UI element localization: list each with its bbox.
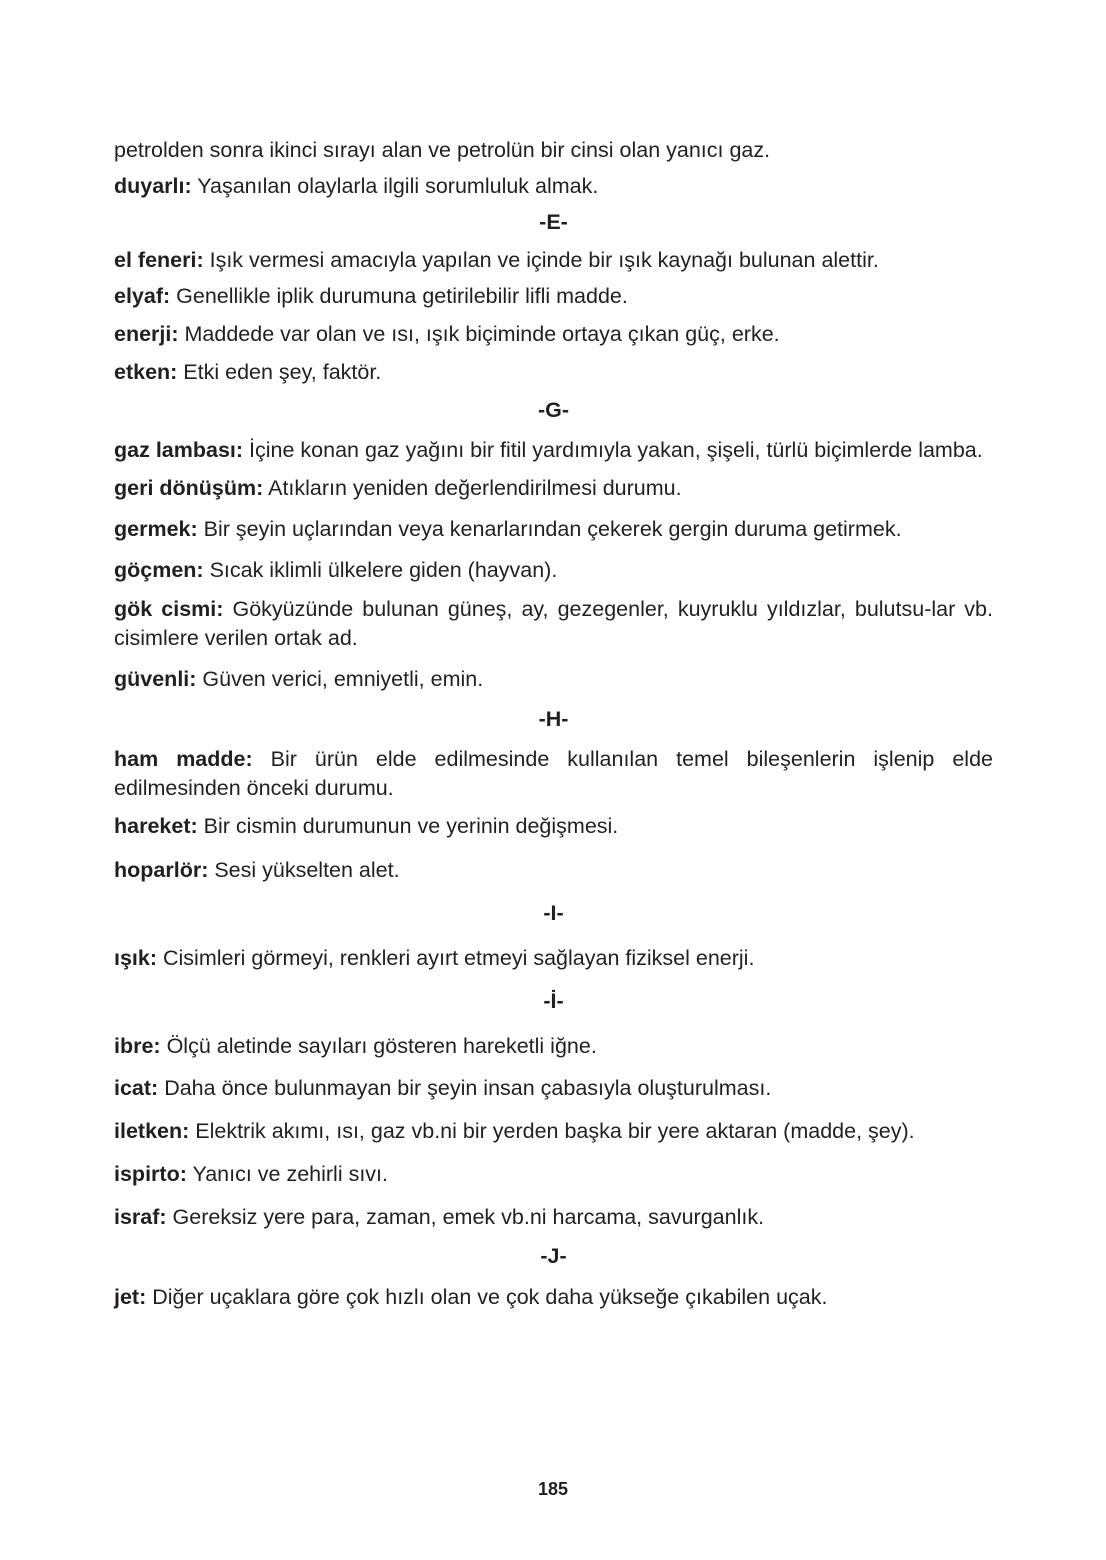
entry-definition: Gökyüzünde bulunan güneş, ay, gezegenler, kuyruklu yıldızlar, bulutsu-lar vb. cisimlere verilen ortak ad. xyxy=(114,597,993,650)
entry-definition: Gereksiz yere para, zaman, emek vb.ni harcama, savurganlık. xyxy=(166,1205,765,1229)
entry-iletken xyxy=(114,1117,993,1146)
entry-elyaf xyxy=(114,282,993,311)
entry-definition: Ölçü aletinde sayıları gösteren hareketli iğne. xyxy=(160,1034,597,1058)
entry-ham-madde xyxy=(114,745,993,803)
continuation-text: petrolden sonra ikinci sırayı alan ve petrolün bir cinsi olan yanıcı gaz. xyxy=(114,138,771,162)
entry-duyarli xyxy=(114,172,993,201)
entry-etken xyxy=(114,358,993,387)
entry-definition: Maddede var olan ve ısı, ışık biçiminde ortaya çıkan güç, erke. xyxy=(178,322,780,346)
entry-israf xyxy=(114,1203,993,1232)
entry-gaz-lambasi xyxy=(114,436,993,465)
entry-term: icat: xyxy=(114,1076,159,1100)
letter-heading-j: -J- xyxy=(540,1244,567,1268)
entry-hareket xyxy=(114,812,993,841)
entry-term: enerji: xyxy=(114,322,179,346)
entry-definition: Diğer uçaklara göre çok hızlı olan ve çok daha yükseğe çıkabilen uçak. xyxy=(146,1285,828,1309)
glossary-page xyxy=(114,136,993,1312)
entry-term: duyarlı: xyxy=(114,174,192,198)
entry-jet xyxy=(114,1283,993,1312)
entry-definition: Sıcak iklimli ülkelere giden (hayvan). xyxy=(203,558,558,582)
entry-term: israf: xyxy=(114,1205,167,1229)
entry-guvenli xyxy=(114,665,993,694)
entry-definition: Etki eden şey, faktör. xyxy=(177,360,382,384)
entry-gocmen xyxy=(114,556,993,585)
entry-term: etken: xyxy=(114,360,178,384)
entry-term: el feneri: xyxy=(114,248,204,272)
entry-ibre xyxy=(114,1032,993,1061)
entry-enerji xyxy=(114,320,993,349)
entry-gok-cismi xyxy=(114,595,993,653)
entry-term: ispirto: xyxy=(114,1162,187,1186)
entry-el-feneri xyxy=(114,246,993,275)
entry-definition: Işık vermesi amacıyla yapılan ve içinde bir ışık kaynağı bulunan alettir. xyxy=(203,248,879,272)
entry-definition: Sesi yükselten alet. xyxy=(208,858,400,882)
entry-ispirto xyxy=(114,1160,993,1189)
entry-definition: Yanıcı ve zehirli sıvı. xyxy=(186,1162,389,1186)
entry-definition: Bir şeyin uçlarından veya kenarlarından çekerek gergin duruma getirmek. xyxy=(197,517,902,541)
entry-term: göçmen: xyxy=(114,558,204,582)
entry-term: gök cismi: xyxy=(114,597,224,621)
entry-term: jet: xyxy=(114,1285,147,1309)
entry-definition: Bir ürün elde edilmesinde kullanılan temel bileşenlerin işlenip elde edilmesinden önceki durumu. xyxy=(114,747,993,800)
entry-term: germek: xyxy=(114,517,198,541)
page-number: 185 xyxy=(537,1479,569,1499)
entry-term: hareket: xyxy=(114,814,198,838)
entry-definition: Yaşanılan olaylarla ilgili sorumluluk almak. xyxy=(191,174,599,198)
entry-term: elyaf: xyxy=(114,284,171,308)
entry-term: geri dönüşüm: xyxy=(114,476,264,500)
entry-term: ibre: xyxy=(114,1034,161,1058)
entry-term: güvenli: xyxy=(114,667,197,691)
letter-heading-i-dotted: -İ- xyxy=(543,989,564,1013)
entry-icat xyxy=(114,1074,993,1103)
entry-geri-donusum xyxy=(114,474,993,503)
entry-term: gaz lambası: xyxy=(114,438,244,462)
letter-heading-g: -G- xyxy=(537,398,570,422)
entry-definition: Cisimleri görmeyi, renkleri ayırt etmeyi sağlayan fiziksel enerji. xyxy=(157,946,755,970)
entry-definition: İçine konan gaz yağını bir fitil yardımıyla yakan, şişeli, türlü biçimlerde lamba. xyxy=(243,438,983,462)
entry-definition: Elektrik akımı, ısı, gaz vb.ni bir yerden başka bir yere aktaran (madde, şey). xyxy=(189,1119,915,1143)
letter-heading-h: -H- xyxy=(538,707,569,731)
letter-heading-i: -I- xyxy=(543,901,564,925)
entry-term: hoparlör: xyxy=(114,858,209,882)
entry-definition: Güven verici, emniyetli, emin. xyxy=(196,667,484,691)
entry-term: iletken: xyxy=(114,1119,190,1143)
entry-definition: Atıkların yeniden değerlendirilmesi durumu. xyxy=(263,476,682,500)
entry-definition: Daha önce bulunmayan bir şeyin insan çabasıyla oluşturulması. xyxy=(158,1076,772,1100)
entry-isik xyxy=(114,944,993,973)
entry-definition: Genellikle iplik durumuna getirilebilir lifli madde. xyxy=(170,284,628,308)
letter-heading-e: -E- xyxy=(539,210,568,234)
entry-hoparlor xyxy=(114,856,993,885)
entry-definition: Bir cismin durumunun ve yerinin değişmesi. xyxy=(197,814,619,838)
entry-term: ışık: xyxy=(114,946,158,970)
entry-term: ham madde: xyxy=(114,747,253,771)
entry-germek xyxy=(114,515,993,544)
